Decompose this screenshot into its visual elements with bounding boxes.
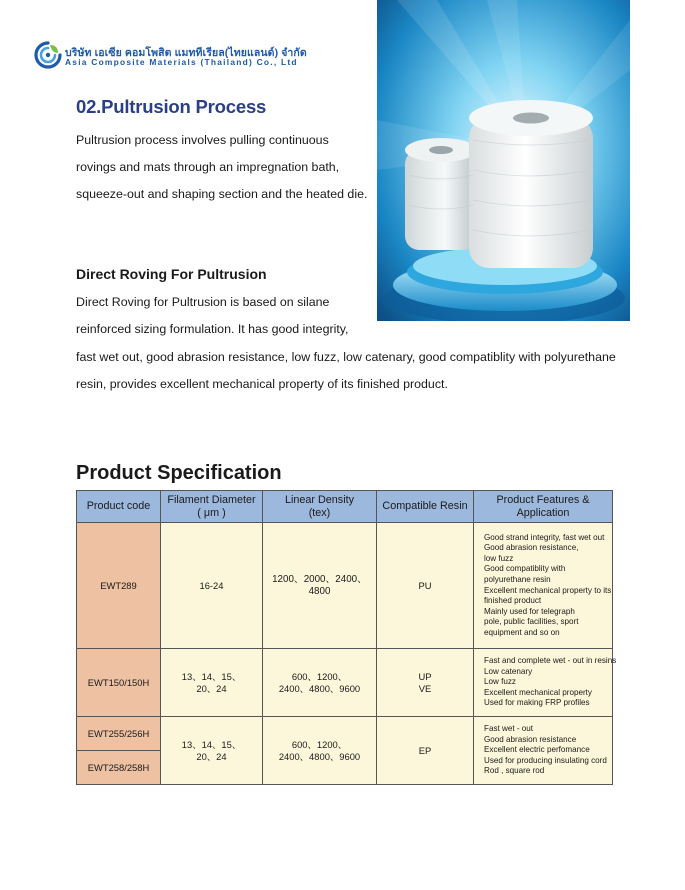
- features-cell: [474, 523, 613, 649]
- feature-line: Fast and complete wet - out in resins: [484, 656, 617, 666]
- feature-line: Low fuzz: [484, 677, 516, 687]
- diameter-cell: 13、14、15、 20、24: [161, 717, 263, 785]
- header-compatible-resin: Compatible Resin: [377, 491, 474, 523]
- feature-line: finished product: [484, 596, 542, 606]
- product-description-line: reinforced sizing formulation. It has good integrity,: [76, 322, 349, 336]
- density-cell: 600、1200、 2400、4800、9600: [263, 717, 377, 785]
- feature-line: equipment and so on: [484, 627, 560, 637]
- product-photo: [377, 0, 630, 321]
- section-paragraph-line: Pultrusion process involves pulling continuous: [76, 133, 329, 147]
- feature-line: Excellent mechanical property: [484, 687, 592, 697]
- company-name-english: Asia Composite Materials (Thailand) Co., Ltd: [65, 57, 298, 67]
- feature-line: low fuzz: [484, 553, 514, 563]
- feature-line: Excellent mechanical property to its: [484, 585, 612, 595]
- product-description-line: fast wet out, good abrasion resistance, low fuzz, low catenary, good compatiblity with polyurethane: [76, 350, 616, 364]
- header-product-features: Product Features & Application: [474, 491, 613, 523]
- section-title: 02.Pultrusion Process: [76, 96, 267, 117]
- feature-line: Low catenary: [484, 666, 533, 676]
- section-paragraph-line: squeeze-out and shaping section and the heated die.: [76, 187, 368, 201]
- spec-header-row: [77, 491, 613, 523]
- feature-line: polyurethane resin: [484, 574, 551, 584]
- product-title: Direct Roving For Pultrusion: [76, 266, 267, 282]
- feature-line: Fast wet - out: [484, 724, 534, 734]
- product-code-cell: EWT258/258H: [77, 751, 161, 785]
- header-linear-density: Linear Density (tex): [263, 491, 377, 523]
- density-cell: 600、1200、 2400、4800、9600: [263, 649, 377, 717]
- feature-line: Mainly used for telegraph: [484, 606, 575, 616]
- product-code-cell: EWT255/256H: [77, 717, 161, 751]
- diameter-cell: 13、14、15、 20、24: [161, 649, 263, 717]
- diameter-cell: 16-24: [161, 523, 263, 649]
- resin-cell: EP: [377, 717, 474, 785]
- feature-line: Good abrasion resistance: [484, 734, 577, 744]
- spec-table: [76, 490, 617, 785]
- feature-line: Good compatiblity with: [484, 564, 566, 574]
- feature-line: Used for making FRP profiles: [484, 698, 590, 708]
- logo-mark-icon: [34, 41, 62, 69]
- table-row: [77, 717, 613, 751]
- resin-cell: PU: [377, 523, 474, 649]
- table-row: [77, 649, 613, 717]
- company-logo: [34, 41, 307, 71]
- feature-line: Good abrasion resistance,: [484, 543, 579, 553]
- company-name-thai: บริษัท เอเซีย คอมโพสิต แมททีเรียล(ไทยแลนด์) จำกัด: [65, 47, 307, 59]
- resin-cell: UP VE: [377, 649, 474, 717]
- spec-title: Product Specification: [76, 462, 282, 484]
- header-filament-diameter: Filament Diameter ( μm ): [161, 491, 263, 523]
- product-description-line: Direct Roving for Pultrusion is based on silane: [76, 295, 330, 309]
- table-row: [77, 523, 613, 649]
- features-cell: [474, 649, 617, 717]
- feature-line: Excellent electric perfomance: [484, 745, 590, 755]
- feature-line: Used for producing insulating cord: [484, 755, 607, 765]
- feature-line: Good strand integrity, fast wet out: [484, 532, 605, 542]
- product-description-line: resin, provides excellent mechanical property of its finished product.: [76, 377, 448, 391]
- product-code-cell: EWT289: [77, 523, 161, 649]
- feature-line: Rod , square rod: [484, 766, 545, 776]
- header-product-code: Product code: [77, 491, 161, 523]
- density-cell: 1200、2000、2400、4800: [263, 523, 377, 649]
- section-paragraph-line: rovings and mats through an impregnation bath,: [76, 160, 340, 174]
- features-cell: [474, 717, 613, 785]
- product-code-cell: EWT150/150H: [77, 649, 161, 717]
- feature-line: pole, public facilities, sport: [484, 617, 579, 627]
